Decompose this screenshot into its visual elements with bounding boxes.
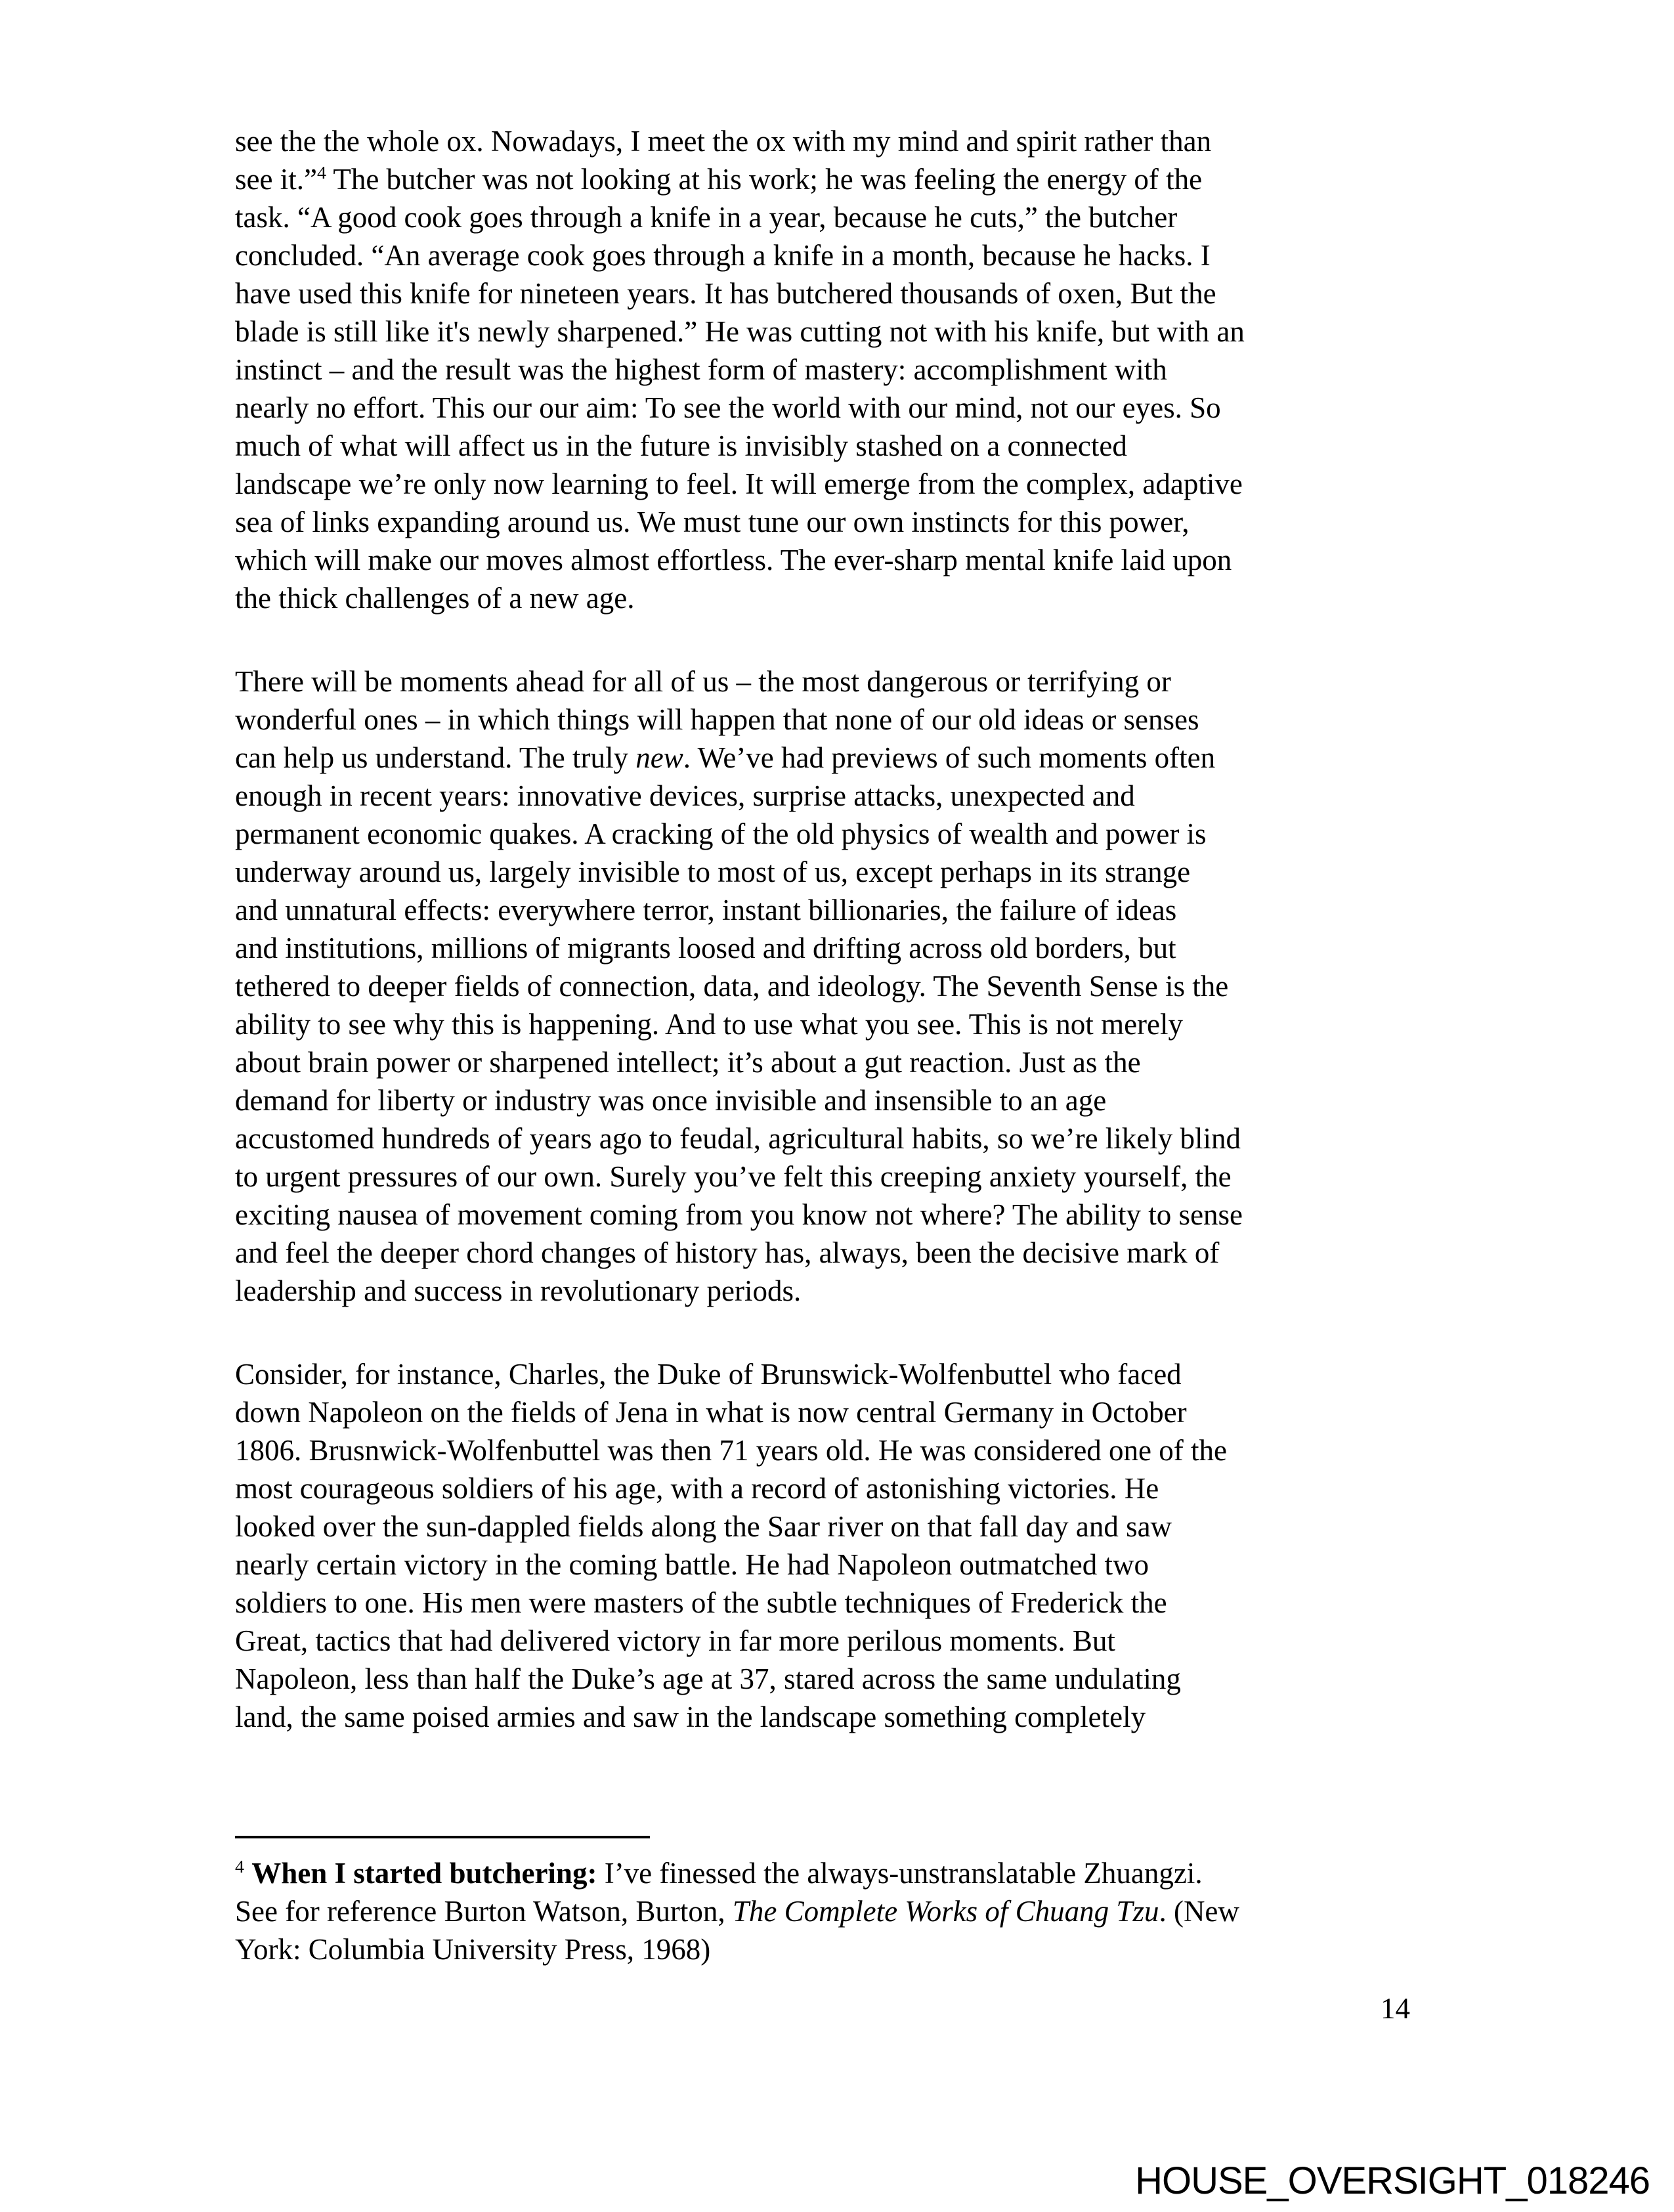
- text-line: [235, 427, 1482, 465]
- text-segment: York: Columbia University Press, 1968): [235, 1933, 711, 1966]
- text-line: [235, 1196, 1482, 1234]
- bates-stamp: HOUSE_OVERSIGHT_018246: [1135, 2159, 1650, 2202]
- text-line: [235, 739, 1482, 777]
- text-segment: instinct – and the result was the highest form of mastery: accomplishment with: [235, 353, 1167, 386]
- italic-text: The Complete Works of Chuang Tzu: [732, 1895, 1159, 1928]
- text-line: [235, 1584, 1482, 1622]
- text-line: [235, 1158, 1482, 1196]
- text-line: [235, 1546, 1482, 1584]
- text-segment: accustomed hundreds of years ago to feudal, agricultural habits, so we’re likely blind: [235, 1122, 1241, 1155]
- text-segment: enough in recent years: innovative devices, surprise attacks, unexpected and: [235, 779, 1135, 812]
- text-line: [235, 777, 1482, 815]
- text-segment: nearly no effort. This our our aim: To see the world with our mind, not our eyes. So: [235, 391, 1221, 424]
- text-line: [235, 1043, 1482, 1081]
- text-segment: to urgent pressures of our own. Surely you’ve felt this creeping anxiety yourself, the: [235, 1160, 1232, 1193]
- text-line: [235, 1119, 1482, 1158]
- text-segment: blade is still like it's newly sharpened.” He was cutting not with his knife, but with an: [235, 315, 1245, 348]
- text-segment: land, the same poised armies and saw in the landscape something completely: [235, 1701, 1146, 1733]
- text-line: [235, 198, 1482, 236]
- footnote-lines: [235, 1854, 1482, 1968]
- text-segment: tethered to deeper fields of connection, data, and ideology. The Seventh Sense is the: [235, 970, 1229, 1003]
- text-line: [235, 503, 1482, 541]
- text-line: [235, 1005, 1482, 1043]
- text-line: [235, 1431, 1482, 1469]
- text-line: [235, 122, 1482, 160]
- text-segment: see it.”: [235, 163, 317, 196]
- text-segment: exciting nausea of movement coming from you know not where? The ability to sense: [235, 1198, 1243, 1231]
- text-segment: I’ve finessed the always-unstranslatable Zhuangzi.: [597, 1857, 1203, 1890]
- text-line: [235, 236, 1482, 274]
- text-line: [235, 160, 1482, 198]
- footnote: [235, 1800, 1482, 1968]
- text-line: [235, 1355, 1482, 1393]
- text-line: [235, 1507, 1482, 1546]
- sup-text: 4: [316, 163, 326, 183]
- text-segment: . (New: [1159, 1895, 1239, 1928]
- text-segment: There will be moments ahead for all of us – the most dangerous or terrifying or: [235, 665, 1171, 698]
- text-segment: wonderful ones – in which things will happen that none of our old ideas or senses: [235, 703, 1199, 736]
- text-segment: and unnatural effects: everywhere terror, instant billionaries, the failure of ideas: [235, 894, 1177, 926]
- text-segment: ability to see why this is happening. And to use what you see. This is not merely: [235, 1008, 1183, 1041]
- italic-text: new: [635, 741, 683, 774]
- text-line: [235, 701, 1482, 739]
- text-line: [235, 1698, 1482, 1736]
- text-line: [235, 465, 1482, 503]
- text-segment: much of what will affect us in the future is invisibly stashed on a connected: [235, 429, 1127, 462]
- text-line: [235, 1272, 1482, 1310]
- text-segment: have used this knife for nineteen years. It has butchered thousands of oxen, But the: [235, 277, 1216, 310]
- page-number: 14: [1381, 1992, 1410, 2025]
- text-line: [235, 1622, 1482, 1660]
- text-line: [235, 815, 1482, 853]
- paragraph: [235, 1355, 1482, 1736]
- text-segment: demand for liberty or industry was once invisible and insensible to an age: [235, 1084, 1107, 1117]
- text-segment: soldiers to one. His men were masters of the subtle techniques of Frederick the: [235, 1586, 1167, 1619]
- text-segment: task. “A good cook goes through a knife in a year, because he cuts,” the butcher: [235, 201, 1178, 234]
- text-line: [235, 1660, 1482, 1698]
- text-line: [235, 891, 1482, 929]
- text-line: [235, 579, 1482, 617]
- bold-text: When I started butchering:: [251, 1857, 597, 1890]
- text-line: [235, 1930, 1482, 1968]
- text-segment: leadership and success in revolutionary periods.: [235, 1274, 802, 1307]
- text-segment: 1806. Brusnwick-Wolfenbuttel was then 71 years old. He was considered one of the: [235, 1434, 1227, 1467]
- paragraph: [235, 662, 1482, 1310]
- text-segment: The butcher was not looking at his work; he was feeling the energy of the: [326, 163, 1203, 196]
- text-segment: can help us understand. The truly: [235, 741, 636, 774]
- text-segment: looked over the sun-dappled fields along the Saar river on that fall day and saw: [235, 1510, 1172, 1543]
- text-line: [235, 967, 1482, 1005]
- text-line: [235, 351, 1482, 389]
- text-line: [235, 853, 1482, 891]
- text-segment: down Napoleon on the fields of Jena in what is now central Germany in October: [235, 1396, 1187, 1429]
- text-segment: about brain power or sharpened intellect; it’s about a gut reaction. Just as the: [235, 1046, 1141, 1079]
- text-line: [235, 1892, 1482, 1930]
- text-segment: which will make our moves almost effortless. The ever-sharp mental knife laid upon: [235, 544, 1232, 576]
- text-segment: landscape we’re only now learning to feel. It will emerge from the complex, adaptive: [235, 467, 1243, 500]
- text-segment: [244, 1857, 251, 1890]
- text-segment: most courageous soldiers of his age, with a record of astonishing victories. He: [235, 1472, 1159, 1505]
- text-segment: concluded. “An average cook goes through a knife in a month, because he hacks. I: [235, 239, 1211, 272]
- text-line: [235, 1393, 1482, 1431]
- body-text: [235, 122, 1482, 1736]
- text-segment: . We’ve had previews of such moments often: [683, 741, 1216, 774]
- text-segment: sea of links expanding around us. We must tune our own instincts for this power,: [235, 506, 1190, 538]
- text-segment: see the the whole ox. Nowadays, I meet the ox with my mind and spirit rather than: [235, 125, 1212, 158]
- text-segment: underway around us, largely invisible to most of us, except perhaps in its strange: [235, 856, 1191, 888]
- text-line: [235, 1081, 1482, 1119]
- text-line: [235, 541, 1482, 579]
- text-segment: the thick challenges of a new age.: [235, 582, 635, 615]
- text-line: [235, 1854, 1482, 1892]
- sup-text: 4: [235, 1857, 244, 1877]
- text-segment: Consider, for instance, Charles, the Duke of Brunswick-Wolfenbuttel who faced: [235, 1358, 1182, 1391]
- text-line: [235, 1469, 1482, 1507]
- text-segment: permanent economic quakes. A cracking of the old physics of wealth and power is: [235, 817, 1207, 850]
- text-segment: and institutions, millions of migrants loosed and drifting across old borders, but: [235, 932, 1176, 965]
- text-line: [235, 1234, 1482, 1272]
- text-segment: and feel the deeper chord changes of history has, always, been the decisive mark of: [235, 1236, 1220, 1269]
- text-segment: nearly certain victory in the coming battle. He had Napoleon outmatched two: [235, 1548, 1149, 1581]
- footnote-separator-rule: [235, 1836, 650, 1838]
- text-segment: Great, tactics that had delivered victory in far more perilous moments. But: [235, 1624, 1115, 1657]
- text-segment: See for reference Burton Watson, Burton,: [235, 1895, 733, 1928]
- text-line: [235, 389, 1482, 427]
- text-line: [235, 929, 1482, 967]
- text-line: [235, 274, 1482, 313]
- text-segment: Napoleon, less than half the Duke’s age at 37, stared across the same undulating: [235, 1662, 1181, 1695]
- paragraph: [235, 122, 1482, 617]
- text-line: [235, 662, 1482, 701]
- text-line: [235, 313, 1482, 351]
